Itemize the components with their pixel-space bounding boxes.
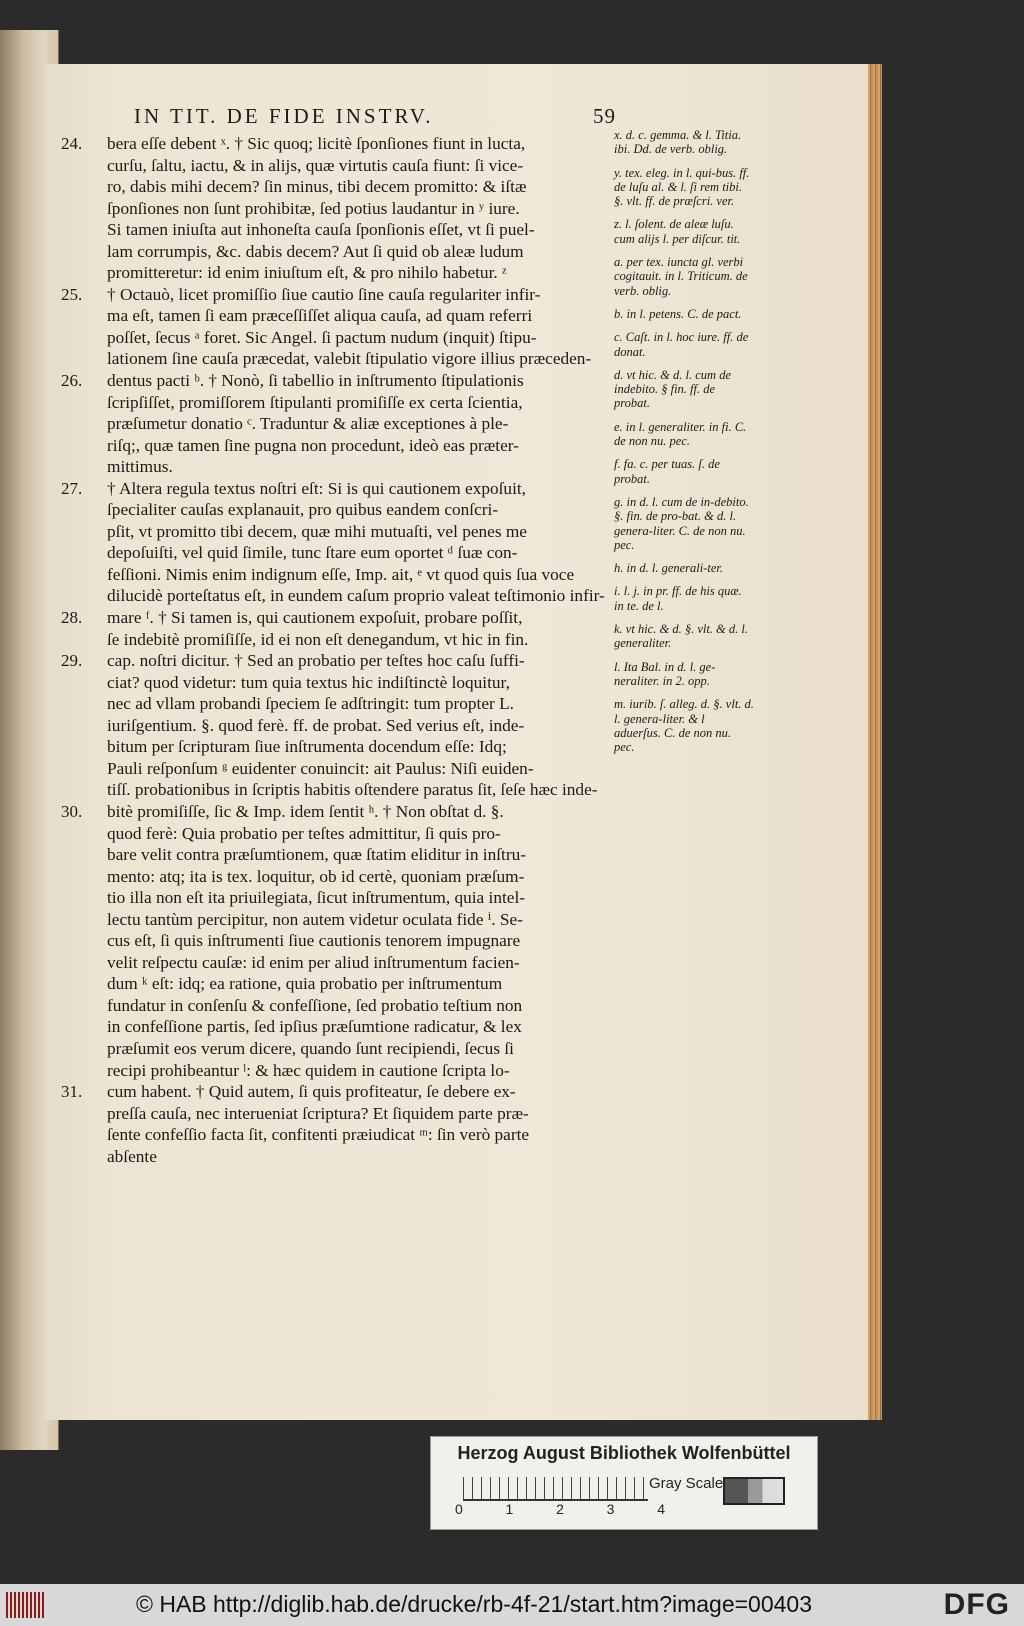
- line-text: ſente confeſſio facta ſit, confitenti præiudicat ᵐ: ſin verò parte: [107, 1125, 530, 1145]
- text-line: [61, 155, 621, 177]
- margin-note: a. per tex. iuncta gl. verbi cogitauit. in l. Triticum. de verb. oblig.: [614, 255, 748, 298]
- line-text: cus eſt, ſi quis inſtrumenti ſiue cautionis tenorem impugnare: [107, 931, 521, 951]
- line-text: promitteretur: id enim iniuſtum eſt, & pro nihilo habetur. ᶻ: [107, 263, 507, 283]
- text-line: [61, 973, 621, 995]
- footer-bar: [0, 1584, 1024, 1626]
- text-line: [61, 1103, 621, 1125]
- line-text: feſſioni. Nimis enim indignum eſſe, Imp. ait, ᵉ vt quod quis ſua voce: [107, 564, 575, 584]
- margin-note: z. l. ſolent. de aleæ luſu. cum alijs l. per diſcur. tit.: [614, 217, 741, 246]
- line-text: tiſſ. probationibus in ſcriptis habitis oſtendere paratus ſit, ſeſe hæc inde-: [107, 780, 598, 800]
- text-line: [61, 456, 621, 478]
- hab-barcode-icon: [6, 1592, 44, 1618]
- text-line: [61, 693, 621, 715]
- line-text: mare ᶠ. † Si tamen is, qui cautionem expoſuit, probare poſſit,: [107, 608, 523, 628]
- text-line: [61, 758, 621, 780]
- line-text: dentus pacti ᵇ. † Nonò, ſi tabellio in inſtrumento ſtipulationis: [107, 371, 524, 391]
- margin-note: f. fa. c. per tuas. ſ. de probat.: [614, 457, 720, 486]
- text-line: [61, 499, 621, 521]
- line-text: bare velit contra præſumtionem, quæ ſtatim eliditur in inſtru-: [107, 845, 526, 865]
- line-text: ſcripſiſſet, promiſſorem ſtipulanti promiſiſſe ex certa ſcientia,: [107, 392, 523, 412]
- section-number: 31.: [61, 1082, 83, 1102]
- line-text: ro, dabis mihi decem? ſin minus, tibi decem promitto: & iſtæ: [107, 177, 527, 197]
- stamp-title: Herzog August Bibliothek Wolfenbüttel: [457, 1443, 791, 1463]
- text-line: [61, 284, 621, 306]
- text-line: [61, 715, 621, 737]
- line-text: in confeſſione partis, ſed ipſius præſumtione radicatur, & lex: [107, 1017, 522, 1037]
- text-line: [61, 241, 621, 263]
- running-head-title: IN TIT. DE FIDE INSTRV.: [134, 104, 434, 128]
- line-text: præſumit eos verum dicere, quando ſunt recipiendi, ſecus ſi: [107, 1038, 514, 1058]
- margin-note: y. tex. eleg. in l. qui-bus. ff. de luſu al. & l. ſi rem tibi. §. vlt. ff. de præſcri. ver.: [614, 165, 750, 209]
- text-line: [61, 370, 621, 392]
- margin-note: e. in l. generaliter. in fi. C. de non nu. pec.: [614, 419, 747, 449]
- text-line: [61, 392, 621, 414]
- dfg-logo: DFG: [943, 1588, 1010, 1621]
- line-text: bitum per ſcripturam ſiue inſtrumenta docendum eſſe: Idq;: [107, 737, 507, 757]
- text-line: [61, 995, 621, 1017]
- text-line: [61, 801, 621, 823]
- text-line: [61, 133, 621, 155]
- section-number: 24.: [61, 134, 83, 153]
- line-text: bitè promiſiſſe, ſic & Imp. idem ſentit ʰ. † Non obſtat d. §.: [107, 801, 504, 821]
- line-text: lectu tantùm percipitur, non autem videtur oculata fide ⁱ. Se-: [107, 909, 523, 929]
- text-line: [61, 930, 621, 952]
- main-text-column: [61, 133, 621, 1167]
- line-text: curſu, ſaltu, iactu, & in alijs, quæ virtutis cauſa fiunt: ſi vice-: [107, 155, 524, 175]
- line-text: † Octauò, licet promiſſio ſiue cautio ſine cauſa regulariter infir-: [107, 284, 541, 304]
- margin-note: g. in d. l. cum de in-debito. §. fin. de pro-bat. & d. l. genera-liter. C. de non nu. pec.: [614, 494, 749, 552]
- line-text: dilucidè porteſtatus eſt, in eundem caſum proprio valeat teſtimonio infir-: [107, 586, 605, 606]
- text-line: [61, 844, 621, 866]
- line-text: recipi prohibeantur ˡ: & hæc quidem in cautione ſcripta lo-: [107, 1060, 510, 1080]
- line-text: ciat? quod videtur: tum quia textus hic indiſtinctè loquitur,: [107, 672, 510, 692]
- text-line: [61, 1146, 621, 1168]
- text-line: [61, 478, 621, 500]
- line-text: velit reſpectu cauſæ: id enim per aliud inſtrumentum facien-: [107, 952, 520, 972]
- margin-note: k. vt hic. & d. §. vlt. & d. l. generaliter.: [614, 622, 749, 651]
- margin-note: m. iurib. ſ. alleg. d. §. vlt. d. l. genera-liter. & l aduerſus. C. de non nu. pec.: [614, 697, 754, 755]
- text-line: [61, 650, 621, 672]
- text-line: [61, 887, 621, 909]
- text-line: [61, 1038, 621, 1060]
- margin-note: h. in d. l. generali-ter.: [614, 561, 724, 576]
- ruler-number: 4: [657, 1501, 665, 1517]
- margin-note: x. d. c. gemma. & l. Titia. ibi. Dd. de verb. oblig.: [614, 128, 742, 157]
- line-text: cum habent. † Quid autem, ſi quis profiteatur, ſe debere ex-: [107, 1082, 516, 1102]
- text-line: [61, 1016, 621, 1038]
- text-line: [61, 1081, 621, 1103]
- text-line: [61, 219, 621, 241]
- line-text: poſſet, ſecus ᵃ foret. Sic Angel. ſi pactum nudum (inquit) ſtipu-: [107, 327, 537, 347]
- line-text: pſit, vt promitto tibi decem, quæ mihi mutuaſti, vel penes me: [107, 521, 527, 541]
- text-line: [61, 1060, 621, 1082]
- line-text: mittimus.: [107, 457, 173, 477]
- line-text: dum ᵏ eſt: idq; ea ratione, quia probatio per inſtrumentum: [107, 974, 503, 994]
- text-line: [61, 348, 621, 370]
- ruler-number: 1: [505, 1501, 514, 1517]
- text-line: [61, 176, 621, 198]
- line-text: ſe indebitè promiſiſſe, id ei non eſt denegandum, vt hic in fin.: [107, 629, 529, 649]
- footer-url-text[interactable]: © HAB http://diglib.hab.de/drucke/rb-4f-21/start.htm?image=00403: [136, 1591, 813, 1617]
- ruler-scale: [463, 1477, 648, 1501]
- text-line: [61, 736, 621, 758]
- ruler-number: 3: [606, 1501, 615, 1517]
- line-text: abſente: [107, 1146, 157, 1166]
- line-text: nec ad vllam probandi ſpeciem ſe adſtringit: tum propter L.: [107, 694, 514, 714]
- text-line: [61, 305, 621, 327]
- text-line: [61, 823, 621, 845]
- gray-scale-swatch: [723, 1477, 785, 1505]
- text-line: [61, 435, 621, 457]
- line-text: depoſuiſti, vel quid ſimile, tunc ſtare eum oportet ᵈ ſuæ con-: [107, 543, 518, 563]
- folio-number: 59: [593, 104, 616, 128]
- section-number: 26.: [61, 371, 83, 391]
- text-line: [61, 607, 621, 629]
- page-fore-edge: [868, 64, 882, 1420]
- line-text: ſponſiones non ſunt prohibitæ, ſed potius laudantur in ʸ iure.: [107, 198, 520, 218]
- ruler-number: 2: [556, 1501, 564, 1517]
- text-line: [61, 909, 621, 931]
- section-number: 25.: [61, 284, 83, 304]
- line-text: iuriſgentium. §. quod ferè. ff. de probat. Sed verius eſt, inde-: [107, 715, 525, 735]
- line-text: preſſa cauſa, nec interueniat ſcriptura? Et ſiquidem parte præ-: [107, 1103, 529, 1123]
- margin-note: b. in l. petens. C. de pact.: [614, 306, 742, 321]
- text-line: [61, 521, 621, 543]
- text-line: [61, 564, 621, 586]
- text-line: [61, 585, 621, 607]
- text-line: [61, 779, 621, 801]
- ruler-number: 0: [455, 1501, 463, 1517]
- ruler-numbers: [455, 1501, 665, 1517]
- line-text: riſq;, quæ tamen ſine pugna non procedunt, ideò eas præter-: [107, 435, 519, 455]
- margin-note: l. Ita Bal. in d. l. ge-neraliter. in 2. opp.: [614, 659, 716, 688]
- text-line: [61, 262, 621, 284]
- line-text: lam corrumpis, &c. dabis decem? Aut ſi quid ob aleæ ludum: [107, 241, 524, 261]
- section-number: 28.: [61, 608, 83, 628]
- text-line: [61, 327, 621, 349]
- text-line: [61, 952, 621, 974]
- text-line: [61, 866, 621, 888]
- line-text: mento: atq; ita is tex. loquitur, ob id certè, quoniam præſum-: [107, 866, 525, 886]
- line-text: præſumetur donatio ᶜ. Traduntur & aliæ exceptiones à ple-: [107, 414, 509, 434]
- line-text: fundatur in conſenſu & confeſſione, ſed probatio teſtium non: [107, 995, 523, 1015]
- text-line: [61, 198, 621, 220]
- text-line: [61, 672, 621, 694]
- margin-notes-column: [614, 128, 754, 763]
- line-text: cap. noſtri dicitur. † Sed an probatio per teſtes hoc caſu ſuffi-: [107, 651, 525, 671]
- text-line: [61, 629, 621, 651]
- section-number: 27.: [61, 478, 83, 498]
- line-text: quod ferè: Quia probatio per teſtes admittitur, ſi quis pro-: [107, 823, 501, 843]
- line-text: Pauli reſponſum ᵍ euidenter conuincit: ait Paulus: Niſi euiden-: [107, 758, 534, 778]
- line-text: lationem ſine cauſa præcedat, valebit ſtipulatio vigore illius præceden-: [107, 349, 592, 369]
- line-text: ma eſt, tamen ſi eam præceſſiſſet aliqua cauſa, ad quam referri: [107, 306, 533, 326]
- text-line: [61, 1124, 621, 1146]
- margin-note: c. Caſt. in l. hoc iure. ff. de donat.: [614, 330, 749, 359]
- section-number: 30.: [61, 801, 83, 821]
- line-text: ſpecialiter cauſas explanauit, pro quibus eandem conſcri-: [107, 500, 499, 520]
- line-text: tio illa non eſt ita priuilegiata, ſicut inſtrumentum, quia intel-: [107, 888, 526, 908]
- line-text: bera eſſe debent ˣ. † Sic quoq; licitè ſponſiones fiunt in lucta,: [107, 134, 526, 153]
- margin-note: i. l. j. in pr. ff. de his quæ. in te. de l.: [614, 584, 742, 613]
- text-line: [61, 413, 621, 435]
- line-text: Si tamen iniuſta aut inhoneſta cauſa ſponſionis eſſet, vt ſi puel-: [107, 220, 535, 240]
- line-text: † Altera regula textus noſtri eſt: Si is qui cautionem expoſuit,: [107, 478, 526, 498]
- library-color-scale-stamp: [430, 1436, 818, 1530]
- running-head: [134, 104, 616, 129]
- section-number: 29.: [61, 651, 83, 671]
- margin-note: d. vt hic. & d. l. cum de indebito. § fin. ff. de probat.: [614, 367, 731, 411]
- text-line: [61, 542, 621, 564]
- gray-scale-label: Gray Scale: [649, 1475, 724, 1492]
